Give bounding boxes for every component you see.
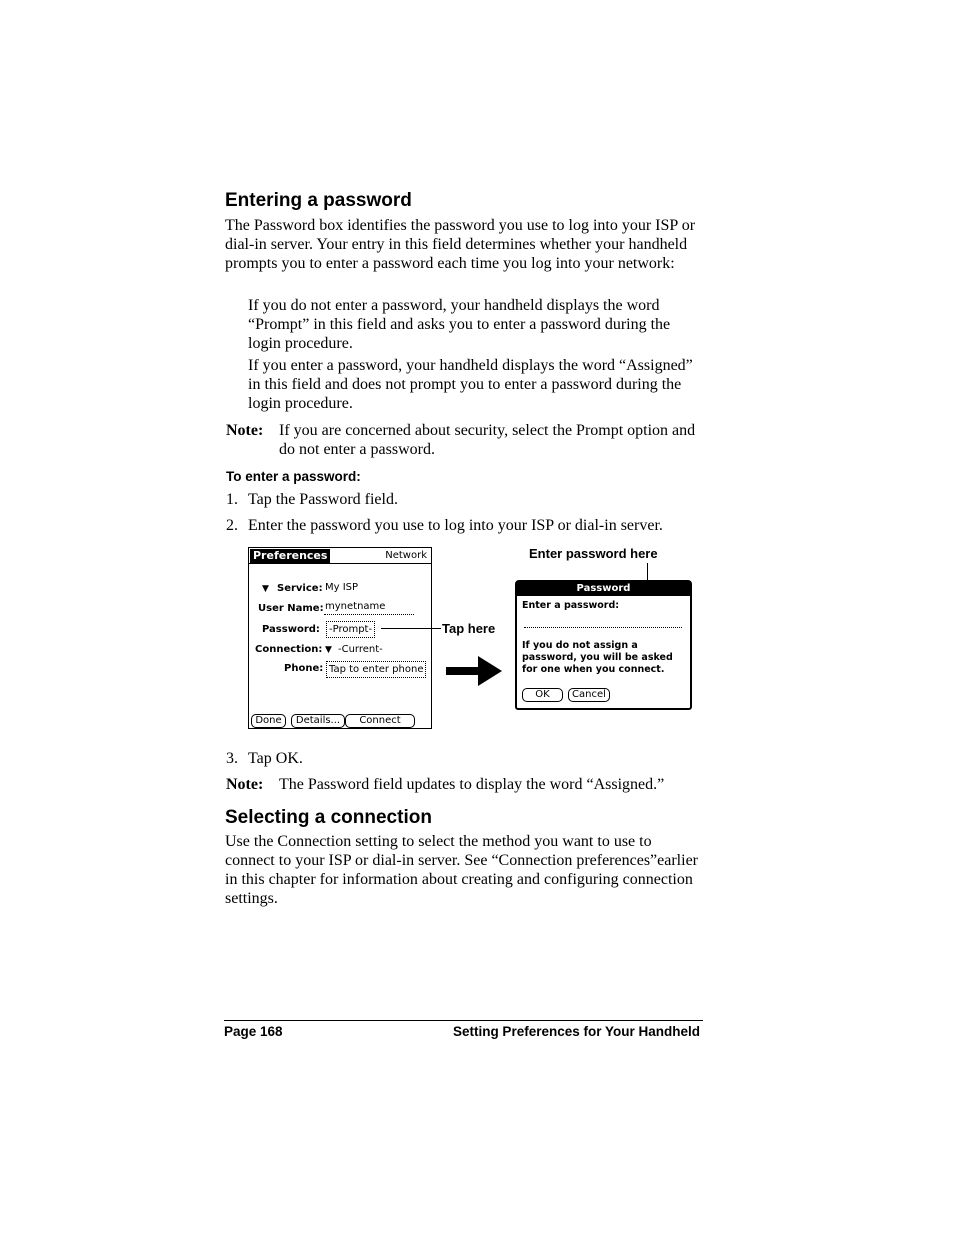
step-text: Tap OK.: [248, 750, 303, 767]
chapter-title: Setting Preferences for Your Handheld: [452, 1024, 700, 1039]
note-label: Note:: [226, 776, 264, 793]
note-text: The Password field updates to display the word “Assigned.”: [279, 776, 665, 793]
password-label: Password:: [262, 624, 320, 635]
step-number: 3.: [226, 750, 238, 767]
step-2: [226, 516, 706, 536]
phone-field[interactable]: Tap to enter phone: [326, 661, 426, 678]
section-heading-entering-password: Entering a password: [225, 190, 412, 211]
connection-label: Connection:: [255, 644, 323, 655]
preferences-screen: [248, 547, 432, 729]
password-entry-field[interactable]: [524, 627, 682, 628]
username-label: User Name:: [258, 603, 324, 614]
service-value[interactable]: My ISP: [325, 582, 359, 593]
intro-paragraph: The Password box identifies the password you use to log into your ISP or dial-in server. Your entry in this field determines whether your handheld prompts you to enter a password each time you log into your network:: [225, 217, 696, 272]
right-arrow-icon: [446, 656, 504, 686]
step-number: 1.: [226, 491, 238, 508]
triangle-down-icon: ▼: [262, 584, 269, 594]
connection-paragraph: Use the Connection setting to select the method you want to use to connect to your ISP or dial-in server. See “Connection preferences”earlier in this chapter for information about creating and configuring connection settings.: [225, 833, 698, 907]
tap-here-leader-line: [381, 628, 441, 629]
preferences-title-tab: Preferences: [250, 549, 330, 563]
step-1: [226, 490, 706, 510]
note-label: Note:: [226, 422, 264, 439]
password-dialog: [515, 580, 692, 710]
page-number: Page 168: [224, 1024, 283, 1039]
section-heading-selecting-connection: Selecting a connection: [225, 807, 432, 828]
bullet-no-password: If you do not enter a password, your handheld displays the word “Prompt” in this field and asks you to enter a password during the login procedure.: [248, 297, 671, 352]
tap-here-callout: Tap here: [442, 621, 496, 636]
triangle-down-icon: ▼: [325, 645, 332, 655]
note-assigned: [226, 775, 706, 795]
enter-password-callout: Enter password here: [529, 546, 658, 561]
note-text: If you are concerned about security, select the Prompt option and do not enter a password.: [279, 422, 696, 458]
phone-label: Phone:: [284, 663, 324, 674]
password-dialog-prompt: Enter a password:: [522, 600, 620, 611]
step-text: Tap the Password field.: [248, 491, 398, 508]
username-underline: [324, 614, 414, 615]
ok-button[interactable]: OK: [522, 688, 563, 702]
bullet-with-password: If you enter a password, your handheld displays the word “Assigned” in this field and does not prompt you to enter a password during the login procedure.: [248, 357, 693, 412]
details-button[interactable]: Details...: [291, 714, 345, 728]
note-security: [226, 421, 706, 461]
procedure-title: To enter a password:: [226, 469, 361, 484]
service-label: Service:: [277, 583, 323, 594]
step-number: 2.: [226, 517, 238, 534]
password-field[interactable]: -Prompt-: [326, 621, 375, 638]
password-dialog-message: If you do not assign a password, you will be asked for one when you connect.: [522, 640, 673, 675]
username-value[interactable]: mynetname: [325, 601, 386, 612]
footer-rule: [224, 1020, 703, 1021]
cancel-button[interactable]: Cancel: [568, 688, 610, 702]
step-3: [226, 749, 706, 769]
title-rule: [249, 563, 431, 564]
password-dialog-title: Password: [517, 582, 690, 596]
done-button[interactable]: Done: [251, 714, 286, 728]
connect-button[interactable]: Connect: [345, 714, 415, 728]
panel-selector[interactable]: Network: [385, 550, 427, 561]
connection-value[interactable]: -Current-: [338, 644, 383, 655]
step-text: Enter the password you use to log into your ISP or dial-in server.: [248, 517, 663, 534]
